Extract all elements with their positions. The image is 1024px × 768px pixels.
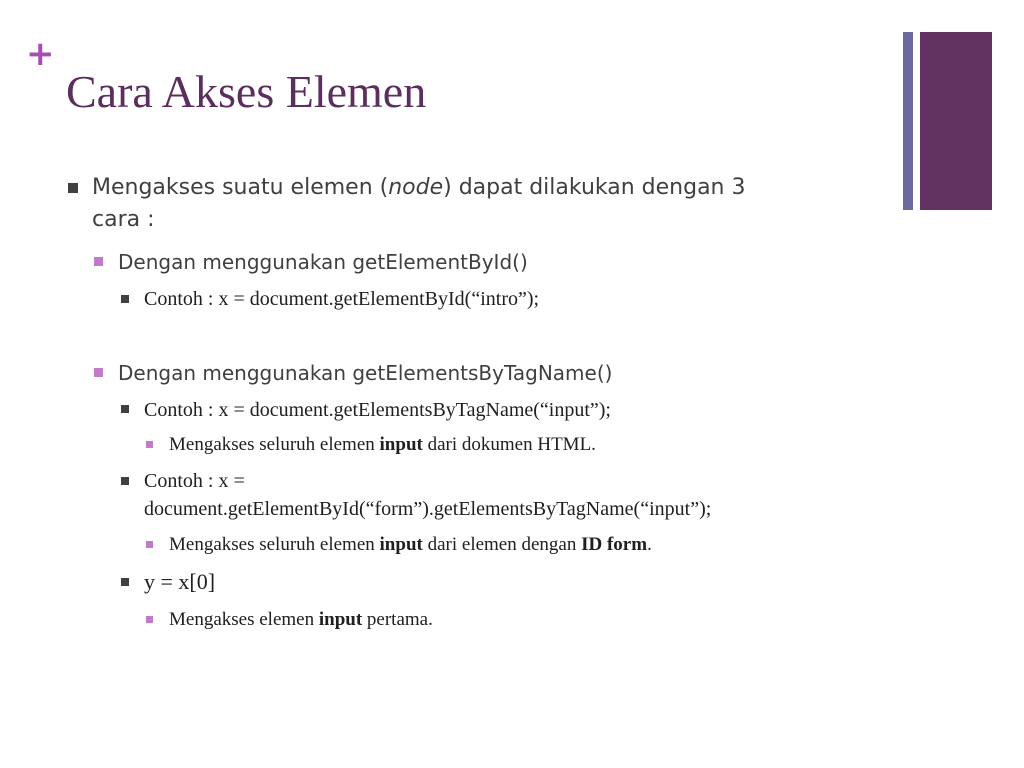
note1-post: dari dokumen HTML. <box>422 434 596 455</box>
intro-text <box>92 172 892 236</box>
note2-mid: dari elemen dengan <box>422 534 582 555</box>
intro-emph: node <box>388 175 444 200</box>
method2-example2 <box>144 467 711 523</box>
bullet-square-icon <box>68 183 78 193</box>
note2-post: . <box>647 534 652 555</box>
method2-note2 <box>169 532 652 558</box>
bullet-square-icon <box>146 441 153 448</box>
bullet-square-icon <box>146 616 153 623</box>
intro-pre: Mengakses suatu elemen ( <box>92 175 389 200</box>
example2-line2: document.getElementById(“form”).getElementsByTagName(“input”); <box>144 498 712 520</box>
bullet-square-icon <box>94 368 103 377</box>
bullet-square-icon <box>121 405 129 413</box>
note3-pre: Mengakses elemen <box>169 609 319 630</box>
bullet-square-icon <box>146 541 153 548</box>
note2-bold2: ID form <box>581 534 648 555</box>
intro-line2: cara : <box>92 207 155 232</box>
bullet-square-icon <box>94 257 103 266</box>
note3-post: pertama. <box>362 609 433 630</box>
bullet-square-icon <box>121 578 129 586</box>
method1-example: Contoh : x = document.getElementById(“intro”); <box>144 288 540 310</box>
method2-note3 <box>169 607 433 633</box>
method2-example1: Contoh : x = document.getElementsByTagName(“input”); <box>144 399 611 421</box>
method2-example3: y = x[0] <box>144 569 216 594</box>
note3-bold: input <box>318 609 363 630</box>
method2-note1 <box>169 432 596 458</box>
note1-bold: input <box>379 434 423 455</box>
note2-pre: Mengakses seluruh elemen <box>169 534 380 555</box>
method1-label: Dengan menggunakan getElementById() <box>118 250 528 274</box>
intro-post: ) dapat dilakukan dengan 3 <box>443 175 746 200</box>
note2-bold1: input <box>379 534 423 555</box>
plus-mark: + <box>26 34 55 74</box>
bullet-square-icon <box>121 477 129 485</box>
example2-line1: Contoh : x = <box>144 470 245 492</box>
slide-title: Cara Akses Elemen <box>66 66 427 117</box>
note1-pre: Mengakses seluruh elemen <box>169 434 380 455</box>
method2-label: Dengan menggunakan getElementsByTagName() <box>118 361 613 385</box>
bullet-square-icon <box>121 295 129 303</box>
